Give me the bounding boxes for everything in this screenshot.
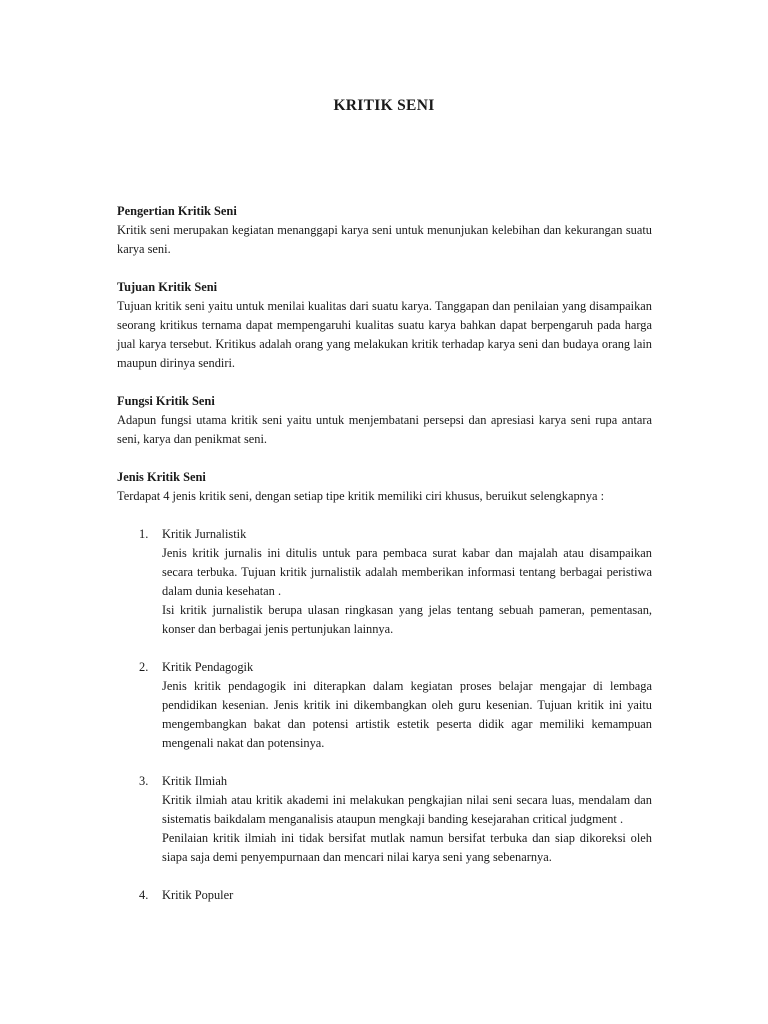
section-heading: Fungsi Kritik Seni [117,394,215,408]
list-item-pendagogik [117,658,652,753]
section-paragraph: Terdapat 4 jenis kritik seni, dengan setiap tipe kritik memiliki ciri khusus, beruikut selengkapnya : [117,489,605,503]
section-fungsi [117,392,652,449]
jenis-list [117,525,652,905]
list-item-ilmiah [117,772,652,867]
document-title: KRITIK SENI [333,97,435,114]
list-item-title: Kritik Populer [162,888,234,902]
list-item-paragraph: Kritik ilmiah atau kritik akademi ini melakukan pengkajian nilai seni secara luas, mendalam dan sistematis baikdalam menganalisis ataupun mengkaji banding kesejarahan critical judgment . [162,793,652,826]
section-heading: Pengertian Kritik Seni [117,204,237,218]
section-heading: Tujuan Kritik Seni [117,280,218,294]
list-item-title: Kritik Jurnalistik [162,527,247,541]
list-number: 2. [139,660,149,674]
list-item-paragraph: Jenis kritik pendagogik ini diterapkan dalam kegiatan proses belajar mengajar di lembaga pendidikan kesenian. Jenis kritik ini dikembangkan oleh guru kesenian. Tujuan kritik ini yaitu mengembangkan bakat dan potensi artistik estetik peserta didik agar memiliki kemampuan mengenali nakat dan potensinya. [162,679,652,750]
list-item-paragraph: Penilaian kritik ilmiah ini tidak bersifat mutlak namun bersifat terbuka dan siap dikoreksi oleh siapa saja demi penyempurnaan dan mencari nilai karya seni yang sebenarnya. [162,831,652,864]
section-paragraph: Adapun fungsi utama kritik seni yaitu untuk menjembatani persepsi dan apresiasi karya seni rupa antara seni, karya dan penikmat seni. [117,413,652,446]
list-item-paragraph: Isi kritik jurnalistik berupa ulasan ringkasan yang jelas tentang sebuah pameran, pementasan, konser dan berbagai jenis pertunjukan lainnya. [162,603,652,636]
list-item-title: Kritik Ilmiah [162,774,228,788]
list-item-paragraph: Jenis kritik jurnalis ini ditulis untuk para pembaca surat kabar dan majalah atau disampaikan secara terbuka. Tujuan kritik jurnalistik adalah memberikan informasi tentang berbagai peristiwa dalam dunia kesehatan . [162,546,652,598]
section-tujuan [117,278,652,373]
section-jenis [117,468,652,905]
list-item-jurnalistik [117,525,652,639]
section-heading: Jenis Kritik Seni [117,470,206,484]
section-paragraph: Tujuan kritik seni yaitu untuk menilai kualitas dari suatu karya. Tanggapan dan penilaian yang disampaikan seorang kritikus ternama dapat mempengaruhi kualitas suatu karya bahkan dapat berpengaruh pada harga jual karya tersebut. Kritikus adalah orang yang melakukan kritik terhadap karya seni dan budaya orang lain maupun dirinya sendiri. [117,299,652,370]
list-item-title: Kritik Pendagogik [162,660,254,674]
list-number: 3. [139,774,149,788]
list-number: 4. [139,888,149,902]
section-pengertian [117,202,652,259]
section-paragraph: Kritik seni merupakan kegiatan menanggapi karya seni untuk menunjukan kelebihan dan kekurangan suatu karya seni. [117,223,652,256]
list-item-populer [117,886,652,905]
document-body [117,202,652,924]
list-number: 1. [139,527,149,541]
